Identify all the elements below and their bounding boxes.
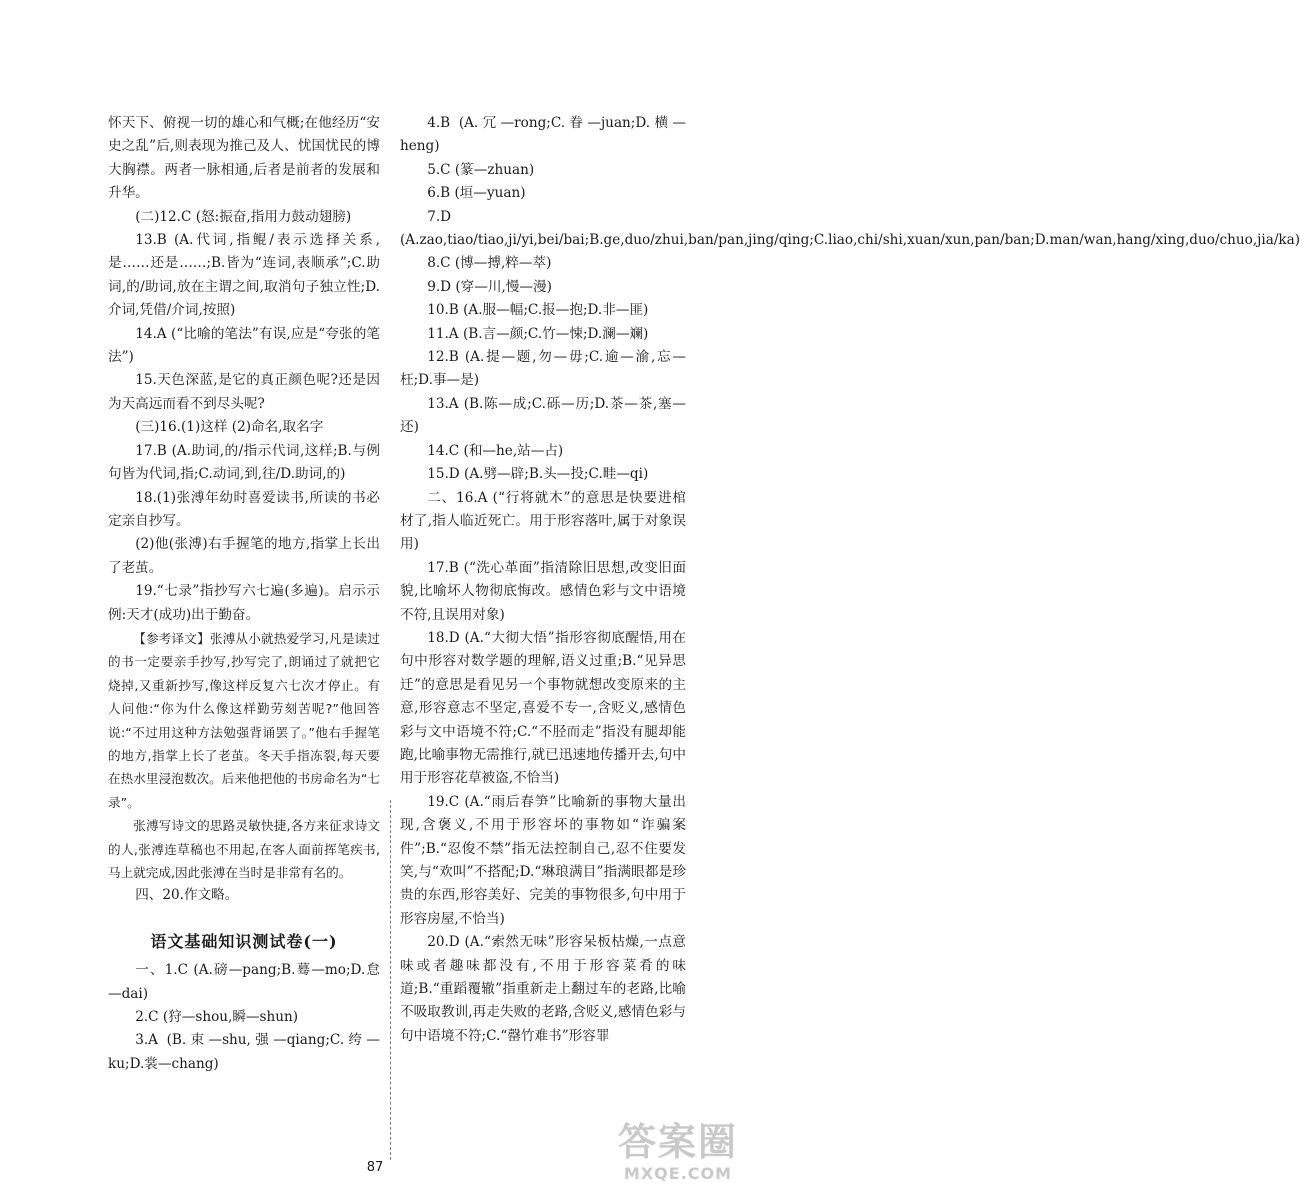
answer-paragraph: 18.(1)张溥年幼时喜爱读书,所读的书必定亲自抄写。: [108, 489, 380, 529]
watermark-logo: [612, 1120, 744, 1190]
answer-paragraph: 13.B (A.代词,指鲲/表示选择关系,是……还是……;B.皆为“连词,表顺承”;C.助词,的/助词,放在主谓之间,取消句子独立性;D.介词,凭借/介词,按照): [108, 232, 380, 319]
page-number: 87: [366, 1160, 384, 1175]
answer-paragraph: 17.B (“洗心革面”指清除旧思想,改变旧面貌,比喻坏人物彻底悔改。感情色彩与文中语境不符,且误用对象): [400, 559, 686, 623]
answer-paragraph: 3.A (B.束—shu,强—qiang;C.绔—ku;D.裳—chang): [108, 1032, 380, 1072]
answer-paragraph: 18.D (A.“大彻大悟”指形容彻底醒悟,用在句中形容对数学题的理解,语义过重;B.“见异思迁”的意思是看见另一个事物就想改变原来的主意,形容意志不坚定,喜爱不专一,含贬义,感情色彩与文中语境不符;C.“不胫而走”指没有腿却能跑,比喻事物无需推行,就已迅速地传播开去,句中用于形容花草被盗,不恰当): [400, 629, 686, 787]
answer-paragraph: 10.B (A.服—幅;C.报—抱;D.非—匪): [427, 302, 649, 319]
answer-paragraph: (2)他(张溥)右手握笔的地方,指掌上长出了老茧。: [108, 536, 380, 576]
answer-paragraph: 7.D (A.zao,tiao/tiao,ji/yi,bei/bai;B.ge,duo/zhui,ban/pan,jing/qing;C.liao,chi/shi,xuan/xun,pan/ban;D.man/wan,hang/xing,duo/chuo,jia/ka): [400, 208, 1300, 249]
answer-paragraph: (三)16.(1)这样 (2)命名,取名字: [135, 419, 324, 436]
answer-paragraph: 14.C (和—he,站—占): [427, 442, 564, 459]
answer-paragraph: 二、16.A (“行将就木”的意思是快要进棺材了,指人临近死亡。用于形容落叶,属于对象误用): [400, 489, 686, 553]
answer-paragraph: 4.B (A.冗—rong;C.眷—juan;D.横—heng): [400, 115, 686, 155]
answer-paragraph: 11.A (B.言—颜;C.竹—悚;D.澜—斓): [427, 325, 649, 342]
answer-paragraph: 5.C (篆—zhuan): [427, 161, 535, 178]
answer-paragraph: 19.“七录”指抄写六七遍(多遍)。启示示例:天才(成功)出于勤奋。: [108, 583, 380, 623]
answer-paragraph: 13.A (B.陈—成;C.砾—历;D.茶—茶,塞—还): [400, 395, 686, 436]
watermark-url: MXQE.COM: [623, 1164, 733, 1183]
answer-paragraph: (二)12.C (怒:振奋,指用力鼓动翅膀): [135, 208, 352, 225]
reference-translation: 【参考译文】张溥从小就热爱学习,凡是读过的书一定要亲手抄写,抄写完了,朗诵过了就把它烧掉,又重新抄写,像这样反复六七次才停止。有人问他:“你为什么像这样勤劳刻苦呢?”他回答说:“不过用这种方法勉强背诵罢了。”他右手握笔的地方,指掌上长了老茧。冬天手指冻裂,每天要在热水里浸泡数次。后来他把他的书房命名为“七录”。: [108, 630, 380, 810]
section-title: 语文基础知识测试卷(一): [150, 931, 338, 951]
answer-paragraph: 一、1.C (A.磅—pang;B.蓦—mo;D.怠—dai): [108, 962, 380, 1002]
reference-translation-continued: 张溥写诗文的思路灵敏快捷,各方来征求诗文的人,张溥连草稿也不用起,在客人面前挥笔疾书,马上就完成,因此张溥在当时是非常有名的。: [108, 818, 380, 880]
answer-paragraph: 20.D (A.“索然无味”形容呆板枯燥,一点意味或者趣味都没有,不用于形容菜肴的味道;B.“重蹈覆辙”指重新走上翻过车的老路,比喻不吸取教训,再走失败的老路,含贬义,感情色彩与句中语境不符;C.“罄竹难书”形容罪: [400, 934, 686, 1044]
answer-paragraph: 17.B (A.助词,的/指示代词,这样;B.与例句皆为代词,指;C.动词,到,往/D.助词,的): [108, 442, 380, 483]
answer-paragraph: 2.C (狩—shou,瞬—shun): [135, 1009, 299, 1026]
watermark-title: 答案圈: [617, 1120, 738, 1164]
answer-paragraph: 15.天色深蓝,是它的真正颜色呢?还是因为天高远而看不到尽头呢?: [108, 372, 380, 412]
column-divider: [390, 800, 391, 1160]
answer-paragraph: 19.C (A.“雨后春笋”比喻新的事物大量出现,含褒义,不用于形容坏的事物如“诈骗案件”;B.“忍俊不禁”指无法控制自己,忍不住要发笑,与“欢叫”不搭配;D.“琳琅满目”指满眼都是珍贵的东西,形容美好、完美的事物很多,句中用于形容房屋,不恰当): [400, 793, 686, 927]
answer-paragraph: 8.C (博—搏,粹—萃): [427, 255, 552, 272]
answer-paragraph: 15.D (A.劈—辟;B.头—投;C.畦—qi): [427, 466, 649, 483]
answer-paragraph: 怀天下、俯视一切的雄心和气概;在他经历“安史之乱”后,则表现为推己及人、忧国忧民的博大胸襟。两者一脉相通,后者是前者的发展和升华。: [108, 115, 380, 202]
answer-paragraph: 四、20.作文略。: [135, 887, 239, 904]
answer-paragraph: 14.A (“比喻的笔法”有误,应是“夸张的笔法”): [108, 325, 380, 366]
answer-paragraph: 6.B (垣—yuan): [427, 185, 526, 202]
answer-paragraph: 12.B (A.提—题,勿—毋;C.逾—渝,忘—枉;D.事—是): [400, 349, 686, 389]
answer-paragraph: 9.D (穿—川,慢—漫): [427, 278, 552, 295]
left-column: [108, 112, 380, 1076]
right-column: [400, 112, 1300, 1048]
